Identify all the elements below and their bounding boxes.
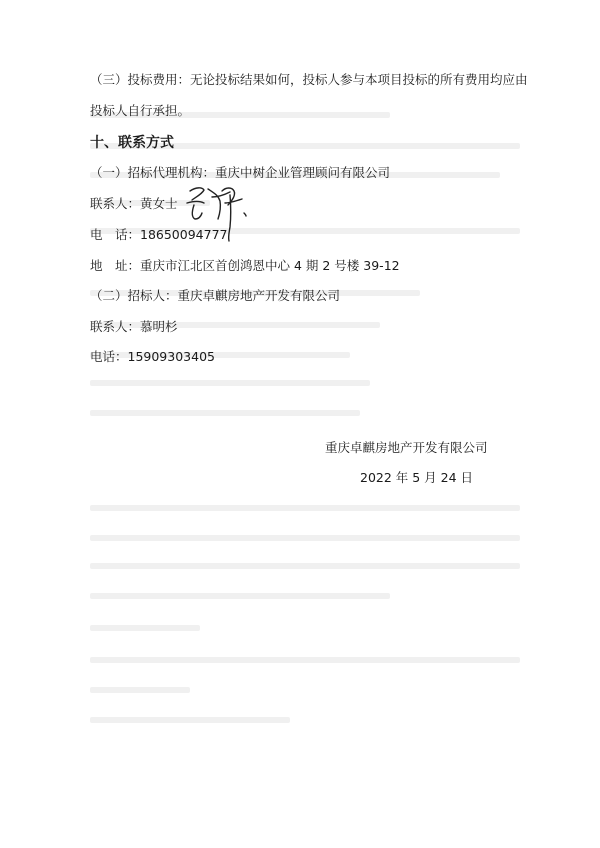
bleed-through-line: [90, 593, 390, 599]
bleed-through-line: [90, 717, 290, 723]
handwritten-signature: [184, 183, 254, 245]
signoff-company: 重庆卓麒房地产开发有限公司: [325, 440, 488, 455]
agent-address: 地 址：重庆市江北区首创鸿恩中心 4 期 2 号楼 39-12: [90, 258, 400, 273]
bleed-through-line: [90, 657, 520, 663]
agent-phone: 电 话：18650094777: [90, 227, 228, 242]
paragraph-fees-line-1: （三）投标费用：无论投标结果如何，投标人参与本项目投标的所有费用均应由: [90, 72, 528, 87]
bleed-through-line: [90, 380, 370, 386]
bleed-through-line: [90, 687, 190, 693]
bleed-through-line: [90, 535, 520, 541]
bleed-through-line: [90, 410, 360, 416]
bleed-through-line: [90, 563, 520, 569]
section-heading-contact: 十、联系方式: [90, 135, 174, 151]
agent-line: （一）招标代理机构：重庆中树企业管理顾问有限公司: [90, 165, 391, 180]
bleed-through-line: [90, 625, 200, 631]
client-line: （二）招标人：重庆卓麒房地产开发有限公司: [90, 288, 341, 303]
client-contact: 联系人：慕明杉: [90, 319, 178, 334]
client-phone: 电话：15909303405: [90, 349, 215, 364]
bleed-through-line: [90, 505, 520, 511]
signoff-date: 2022 年 5 月 24 日: [360, 470, 474, 485]
paragraph-fees-line-2: 投标人自行承担。: [90, 103, 191, 118]
agent-contact: 联系人：黄女士: [90, 196, 178, 211]
